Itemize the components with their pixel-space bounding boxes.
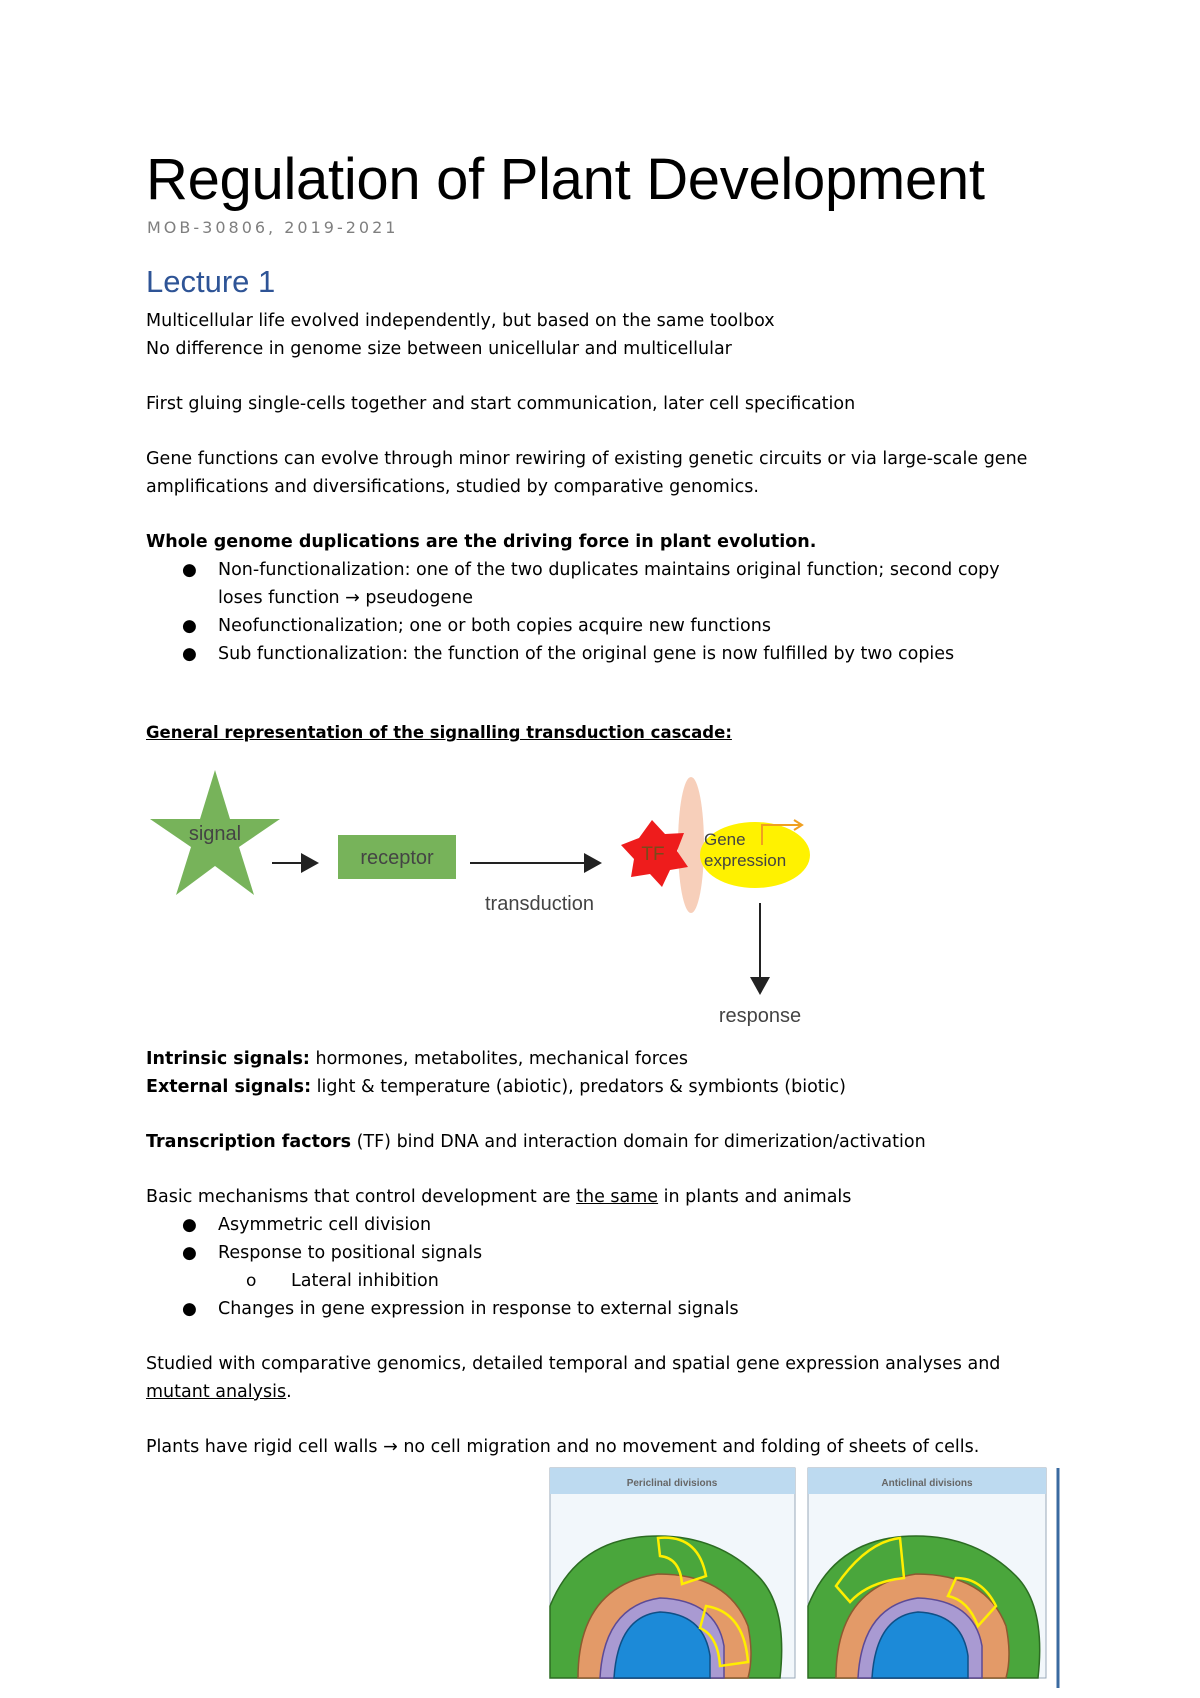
external-label: External signals:: [146, 1077, 312, 1097]
intrinsic-text: hormones, metabolites, mechanical forces: [309, 1049, 689, 1069]
periclinal-panel: [550, 1468, 795, 1678]
anticlinal-title: Anticlinal divisions: [881, 1478, 973, 1489]
bullet-positional: Response to positional signals: [218, 1243, 483, 1263]
mutant-analysis-underline: mutant analysis: [146, 1382, 287, 1402]
bullet-icon: ●: [182, 1215, 197, 1235]
sub-bullet-icon: o: [246, 1271, 257, 1291]
page-title: Regulation of Plant Development: [146, 147, 985, 212]
bullet-icon: ●: [182, 616, 197, 636]
rigid-cell-walls: Plants have rigid cell walls → no cell migration and no movement and folding of sheets of cells.: [146, 1437, 980, 1457]
intrinsic-signals-line: [146, 1045, 688, 1073]
external-text: light & temperature (abiotic), predators & symbionts (biotic): [311, 1077, 846, 1097]
basic-underline: the same: [576, 1187, 659, 1207]
course-code: MOB-30806, 2019-2021: [147, 218, 399, 237]
tf-bold: Transcription factors: [146, 1132, 352, 1152]
basic-pre: Basic mechanisms that control development are: [146, 1187, 577, 1207]
dna-membrane-shape: [678, 777, 704, 913]
bullet-asymmetric: Asymmetric cell division: [218, 1215, 432, 1235]
paragraph-gene-functions-2: amplifications and diversifications, studied by comparative genomics.: [146, 477, 759, 497]
bullet-nonfunctionalization: Non-functionalization: one of the two duplicates maintains original function; second copy: [218, 560, 1000, 580]
bullet-neofunctionalization: Neofunctionalization; one or both copies acquire new functions: [218, 616, 771, 636]
periclinal-title: Periclinal divisions: [626, 1478, 718, 1489]
studied-line-1: Studied with comparative genomics, detailed temporal and spatial gene expression analyses and: [146, 1354, 1001, 1374]
bullet-gene-expression: Changes in gene expression in response to external signals: [218, 1299, 739, 1319]
bullet-subfunctionalization: Sub functionalization: the function of the original gene is now fulfilled by two copies: [218, 644, 955, 664]
studied-line-2: [146, 1378, 292, 1406]
bullet-nonfunctionalization-cont: loses function → pseudogene: [218, 588, 474, 608]
receptor-label: receptor: [360, 847, 434, 869]
bullet-icon: ●: [182, 560, 197, 580]
tf-text: (TF) bind DNA and interaction domain for dimerization/activation: [351, 1132, 926, 1152]
external-signals-line: [146, 1073, 846, 1101]
paragraph-gene-functions-1: Gene functions can evolve through minor rewiring of existing genetic circuits or via large-scale gene: [146, 449, 1028, 469]
response-label: response: [718, 1005, 802, 1027]
paragraph-genome-size: No difference in genome size between unicellular and multicellular: [146, 339, 732, 359]
intrinsic-label: Intrinsic signals:: [146, 1049, 310, 1069]
basic-post: in plants and animals: [658, 1187, 852, 1207]
basic-mechanisms-line: [146, 1183, 851, 1211]
signal-label: signal: [188, 823, 242, 845]
paragraph-multicellular: Multicellular life evolved independently, but based on the same toolbox: [146, 311, 775, 331]
bullet-icon: ●: [182, 1299, 197, 1319]
tf-line: [146, 1128, 926, 1156]
anticlinal-panel: [808, 1468, 1046, 1678]
gene-label: Gene: [704, 830, 746, 849]
signal-cascade-diagram: [140, 765, 840, 1035]
expression-label: expression: [704, 851, 787, 870]
studied-end: .: [286, 1382, 292, 1402]
wgd-heading: Whole genome duplications are the driving force in plant evolution.: [146, 532, 817, 552]
cell-division-figure: [548, 1466, 1064, 1690]
bullet-icon: ●: [182, 1243, 197, 1263]
tf-label: TF: [641, 844, 665, 865]
bullet-icon: ●: [182, 644, 197, 664]
paragraph-gluing: First gluing single-cells together and start communication, later cell specification: [146, 394, 856, 414]
cascade-heading: General representation of the signalling transduction cascade:: [146, 723, 732, 742]
lecture-heading: Lecture 1: [146, 264, 276, 299]
transduction-label: transduction: [485, 893, 594, 915]
bullet-lateral-inhibition: Lateral inhibition: [291, 1271, 439, 1291]
